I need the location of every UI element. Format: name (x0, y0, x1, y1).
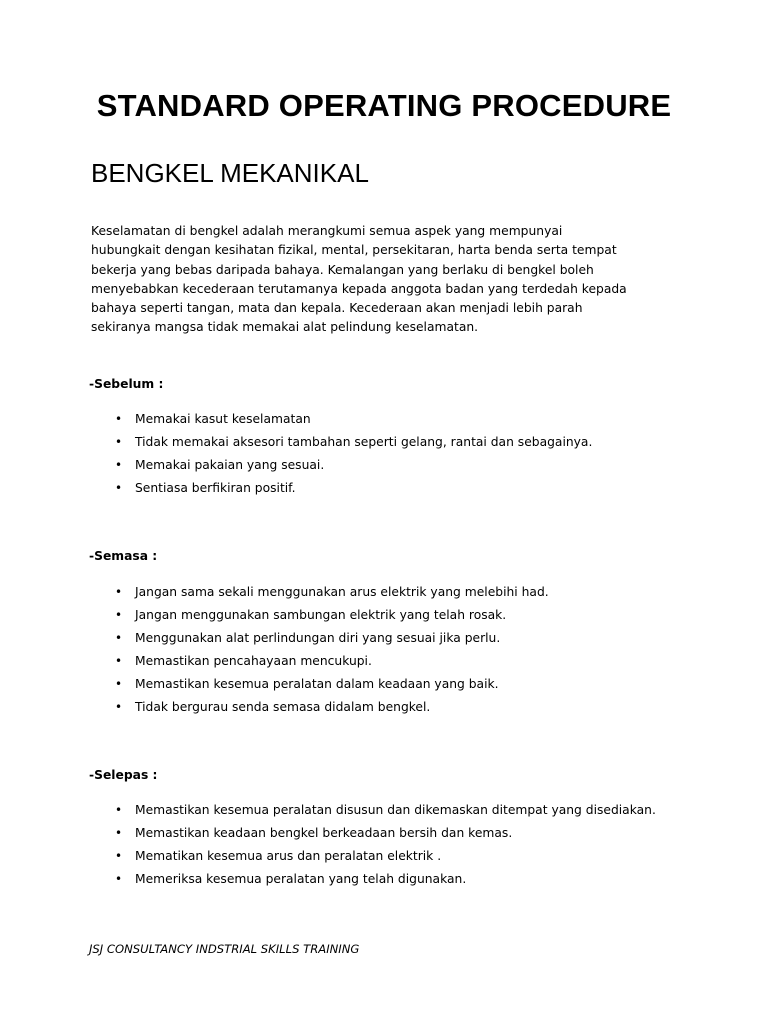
list-item-text: Tidak memakai aksesori tambahan seperti gelang, rantai dan sebagainya. (135, 435, 593, 449)
section-list-semasa (0, 581, 768, 719)
list-item-text: Memeriksa kesemua peralatan yang telah digunakan. (135, 872, 467, 886)
section-list-selepas (0, 799, 768, 891)
list-item (0, 454, 768, 477)
list-item-text: Memastikan kesemua peralatan disusun dan dikemaskan ditempat yang disediakan. (135, 803, 656, 817)
bullet-icon: • (115, 412, 123, 426)
document-footer: JSJ CONSULTANCY INDSTRIAL SKILLS TRAINING (89, 942, 360, 956)
intro-line: sekiranya mangsa tidak memakai alat pelindung keselamatan. (91, 320, 479, 335)
bullet-icon: • (115, 700, 123, 714)
bullet-icon: • (115, 803, 123, 817)
bullet-icon: • (115, 585, 123, 599)
section-list-sebelum (0, 408, 768, 500)
list-item-text: Menggunakan alat perlindungan diri yang sesuai jika perlu. (135, 631, 501, 645)
intro-line: bahaya seperti tangan, mata dan kepala. Kecederaan akan menjadi lebih parah (91, 301, 583, 316)
list-item-text: Jangan menggunakan sambungan elektrik yang telah rosak. (135, 608, 507, 622)
bullet-icon: • (115, 631, 123, 645)
section-heading-semasa: -Semasa : (89, 549, 158, 563)
section-heading-selepas: -Selepas : (89, 768, 158, 782)
bullet-icon: • (115, 481, 123, 495)
list-item-text: Sentiasa berfikiran positif. (135, 481, 296, 495)
intro-line: hubungkait dengan kesihatan fizikal, mental, persekitaran, harta benda serta tempat (91, 243, 617, 258)
list-item (0, 650, 768, 673)
list-item-text: Memastikan keadaan bengkel berkeadaan bersih dan kemas. (135, 826, 513, 840)
intro-line: bekerja yang bebas daripada bahaya. Kemalangan yang berlaku di bengkel boleh (91, 262, 594, 277)
bullet-icon: • (115, 872, 123, 886)
list-item (0, 845, 768, 868)
bullet-icon: • (115, 826, 123, 840)
list-item (0, 822, 768, 845)
list-item (0, 673, 768, 696)
section-heading-sebelum: -Sebelum : (89, 377, 164, 391)
list-item (0, 477, 768, 500)
list-item-text: Memakai pakaian yang sesuai. (135, 458, 325, 472)
bullet-icon: • (115, 654, 123, 668)
list-item-text: Jangan sama sekali menggunakan arus elektrik yang melebihi had. (135, 585, 549, 599)
list-item (0, 696, 768, 719)
list-item (0, 604, 768, 627)
list-item (0, 799, 768, 822)
intro-line: Keselamatan di bengkel adalah merangkumi semua aspek yang mempunyai (91, 224, 563, 238)
bullet-icon: • (115, 435, 123, 449)
bullet-icon: • (115, 677, 123, 691)
list-item-text: Memakai kasut keselamatan (135, 412, 311, 426)
list-item (0, 627, 768, 650)
document-subtitle: BENGKEL MEKANIKAL (91, 158, 369, 188)
intro-paragraph (91, 222, 651, 338)
list-item-text: Tidak bergurau senda semasa didalam bengkel. (135, 700, 431, 714)
list-item-text: Memastikan kesemua peralatan dalam keadaan yang baik. (135, 677, 499, 691)
list-item-text: Memastikan pencahayaan mencukupi. (135, 654, 372, 668)
list-item (0, 431, 768, 454)
list-item (0, 581, 768, 604)
bullet-icon: • (115, 608, 123, 622)
document-title: STANDARD OPERATING PROCEDURE (96, 88, 672, 123)
intro-line: menyebabkan kecederaan terutamanya kepada anggota badan yang terdedah kepada (91, 281, 627, 296)
bullet-icon: • (115, 849, 123, 863)
bullet-icon: • (115, 458, 123, 472)
list-item-text: Mematikan kesemua arus dan peralatan elektrik . (135, 849, 442, 863)
list-item (0, 868, 768, 891)
list-item (0, 408, 768, 431)
